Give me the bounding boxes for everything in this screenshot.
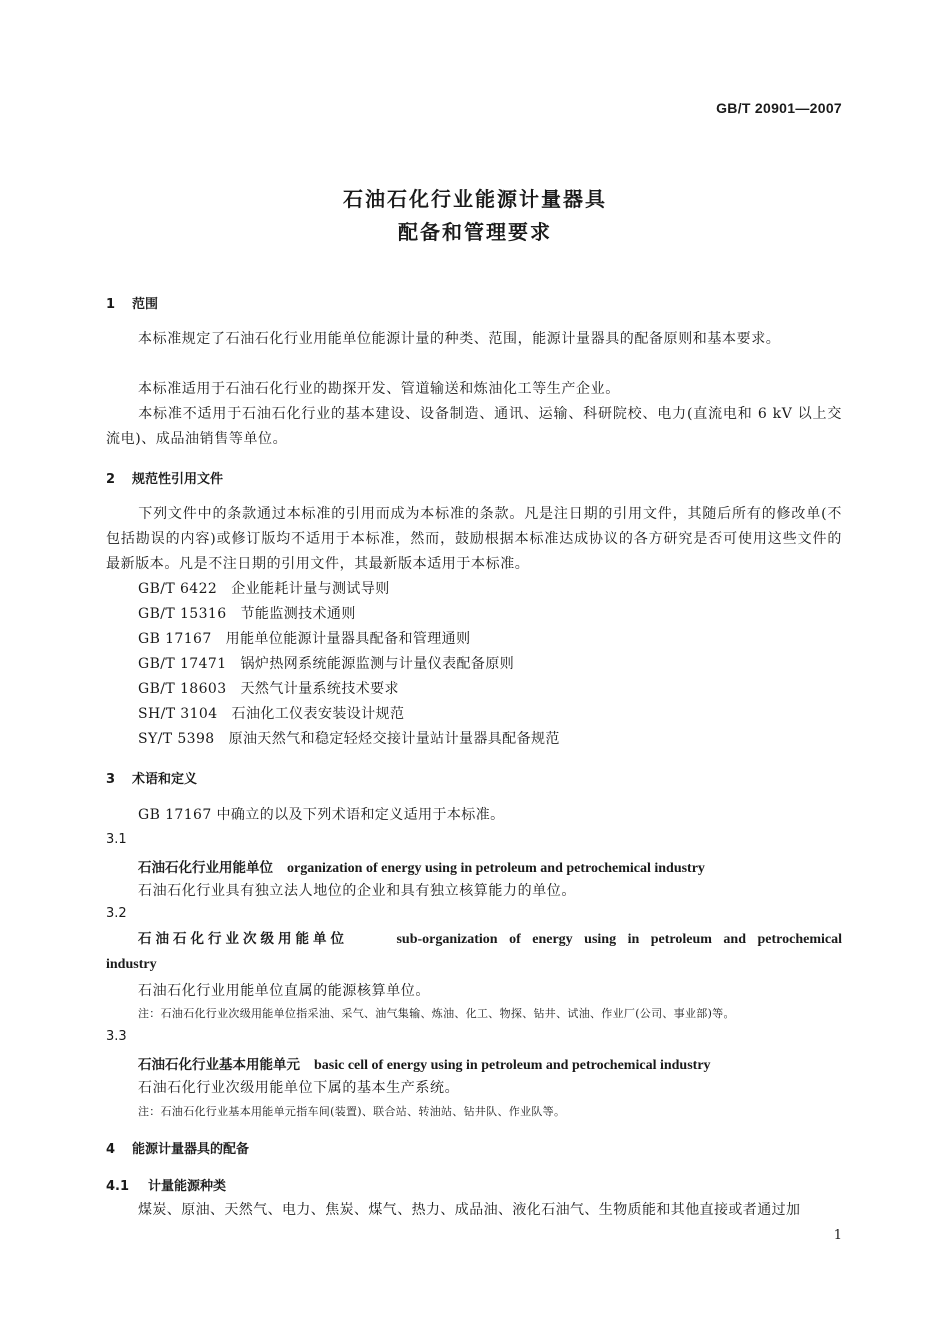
reference-item: GB 17167 用能单位能源计量器具配备和管理通则 [138,631,471,647]
term-number: 3.2 [106,906,127,921]
term-number: 3.3 [106,1029,127,1044]
standard-number: GB/T 20901—2007 [716,100,842,116]
document-title-line1: 石油石化行业能源计量器具 [343,187,607,211]
section-2-paragraph-1: 下列文件中的条款通过本标准的引用而成为本标准的条款。凡是注日期的引用文件，其随后所有的修改单(不包括勘误的内容)或修订版均不适用于本标准，然而，鼓励根据本标准达成协议的各方研究是否可使用这些文件的最新版本。凡是不注日期的引用文件，其最新版本适用于本标准。 [106,506,842,572]
section-number: 1 [106,297,116,312]
section-title: 计量能源种类 [148,1179,227,1194]
section-title: 范围 [132,297,159,312]
section-1-paragraph-3: 本标准不适用于石油石化行业的基本建设、设备制造、通讯、运输、科研院校、电力(直流电和 6 kV 以上交流电)、成品油销售等单位。 [106,406,842,447]
document-title-line2: 配备和管理要求 [398,220,552,244]
section-1-paragraph-1: 本标准规定了石油石化行业用能单位能源计量的种类、范围，能源计量器具的配备原则和基本要求。 [138,331,781,347]
reference-item: GB/T 18603 天然气计量系统技术要求 [138,681,399,697]
reference-item: GB/T 15316 节能监测技术通则 [138,606,356,622]
section-number: 4 [106,1142,116,1157]
section-title: 术语和定义 [132,772,198,787]
term-chinese: 石油石化行业次级用能单位 [138,931,348,947]
reference-item: SH/T 3104 石油化工仪表安装设计规范 [138,706,405,722]
section-title: 规范性引用文件 [132,472,224,487]
section-title: 能源计量器具的配备 [132,1142,250,1157]
term-heading [106,927,842,977]
reference-item: GB/T 17471 锅炉热网系统能源监测与计量仪表配备原则 [138,656,515,672]
reference-item: SY/T 5398 原油天然气和稳定轻烃交接计量站计量器具配备规范 [138,731,560,747]
term-english-continued: industry [106,957,157,972]
section-3-intro: GB 17167 中确立的以及下列术语和定义适用于本标准。 [138,807,505,823]
section-2-heading [106,468,223,487]
section-1-paragraph-2: 本标准适用于石油石化行业的勘探开发、管道输送和炼油化工等生产企业。 [138,381,620,397]
term-definition: 石油石化行业具有独立法人地位的企业和具有独立核算能力的单位。 [138,883,576,899]
section-4-1-heading [106,1175,226,1194]
term-chinese: 石油石化行业用能单位 [138,860,273,876]
section-4-heading [106,1138,249,1157]
term-english: organization of energy using in petroleum and petrochemical industry [287,861,705,876]
section-3-heading [106,768,197,787]
term-english: sub-organization of energy using in petroleum and petrochemical [396,932,842,947]
reference-item: GB/T 6422 企业能耗计量与测试导则 [138,581,390,597]
term-heading [138,856,705,877]
term-note: 注：石油石化行业基本用能单元指车间(装置)、联合站、转油站、钻井队、作业队等。 [138,1105,566,1118]
section-number: 4.1 [106,1179,130,1194]
term-number: 3.1 [106,832,127,847]
term-english: basic cell of energy using in petroleum and petrochemical industry [314,1058,711,1073]
term-definition: 石油石化行业用能单位直属的能源核算单位。 [138,983,430,999]
page-number: 1 [833,1228,842,1243]
term-definition: 石油石化行业次级用能单位下属的基本生产系统。 [138,1080,460,1096]
section-number: 3 [106,772,116,787]
term-heading [138,1053,711,1074]
term-note: 注：石油石化行业次级用能单位指采油、采气、油气集输、炼油、化工、物探、钻井、试油、作业厂(公司、事业部)等。 [138,1007,735,1020]
section-1-heading [106,293,158,312]
section-4-1-paragraph-1: 煤炭、原油、天然气、电力、焦炭、煤气、热力、成品油、液化石油气、生物质能和其他直接或者通过加 [138,1202,801,1218]
term-chinese: 石油石化行业基本用能单元 [138,1057,300,1073]
section-number: 2 [106,472,116,487]
